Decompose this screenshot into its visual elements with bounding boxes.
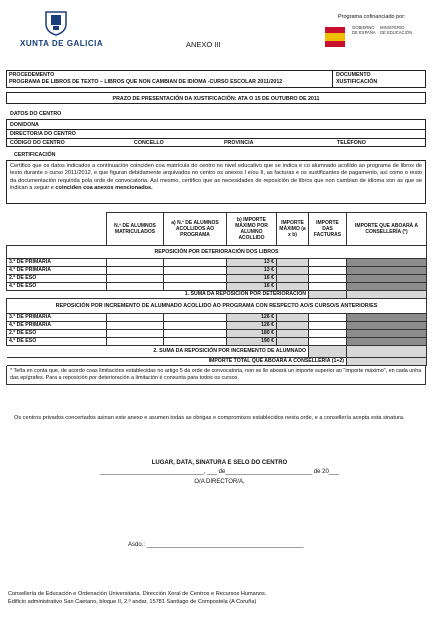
table-row bbox=[7, 322, 427, 330]
course-label: 3.º DE PRIMARIA bbox=[7, 259, 107, 267]
section1-heading: REPOSICIÓN POR DETERIORACIÓN DOS LIBROS bbox=[7, 246, 427, 259]
col-header-invoices: IMPORTE DAS FACTURAS bbox=[309, 213, 347, 246]
date-line: _______________________________, ___ de__________________________ de 20___ bbox=[100, 469, 339, 475]
course-label: 2.º DE ESO bbox=[7, 275, 107, 283]
director-role: O/A DIRECTOR/A, bbox=[194, 479, 245, 485]
deadline-box bbox=[6, 92, 426, 104]
centre-heading: DATOS DO CENTRO bbox=[10, 111, 62, 117]
cert-box bbox=[6, 160, 426, 204]
amount-cell: 16 € bbox=[227, 275, 277, 283]
table-row bbox=[7, 275, 427, 283]
col-header-max-total: IMPORTE MÁXIMO (a x b) bbox=[277, 213, 309, 246]
telefono-field-label: TELÉFONO bbox=[337, 140, 366, 146]
table-row bbox=[7, 259, 427, 267]
col-header-payable: IMPORTE QUE ABOARÁ A CONSELLERÍA (*) bbox=[347, 213, 427, 246]
footer-line2: Edificio administrativo San Caetano, bloque II, 2.º andar, 15781 Santiago de Compostela (A Coruña) bbox=[8, 599, 257, 605]
course-label: 4.º DE PRIMARIA bbox=[7, 267, 107, 275]
course-label: 4.º DE PRIMARIA bbox=[7, 322, 107, 330]
procedure-box bbox=[6, 70, 426, 88]
ministry-line4: DE EDUCACIÓN bbox=[380, 30, 413, 35]
amount-cell: 190 € bbox=[227, 338, 277, 346]
amount-cell: 16 € bbox=[227, 283, 277, 291]
amount-cell: 126 € bbox=[227, 322, 277, 330]
course-label: 4.º DE ESO bbox=[7, 283, 107, 291]
private-note: Os centros privados concertados asinan este anexo e asumen todas as obrigas e compromisos establecidos nesta orde, e a consellería acepta esta sinatura. bbox=[14, 415, 405, 421]
course-label: 4.º DE ESO bbox=[7, 338, 107, 346]
cert-heading: CERTIFICACIÓN bbox=[14, 152, 56, 158]
section2-heading: REPOSICIÓN POR INCREMENTO DE ALUMNADO ACOLLIDO AO PROGRAMA CON RESPECTO AO/S CURSO/S ANTERIOR/ES bbox=[7, 299, 427, 314]
signed-line: Asdo.: _______________________________________________ bbox=[128, 542, 304, 548]
document-value: XUSTIFICACIÓN bbox=[336, 79, 378, 85]
amount-cell: 13 € bbox=[227, 259, 277, 267]
procedure-title: PROGRAMA DE LIBROS DE TEXTO – LIBROS QUE NON CAMBIAN DE IDIOMA -CURSO ESCOLAR 2011/2012 bbox=[9, 79, 283, 85]
cofunded-label: Programa cofinanciado por: bbox=[338, 14, 406, 20]
col-header-enrolled: N.º DE ALUMNOS MATRICULADOS bbox=[107, 213, 164, 246]
ministry-line1: GOBIERNO bbox=[352, 25, 375, 30]
don-field-label: DON/DONA bbox=[10, 122, 39, 128]
xunta-logo bbox=[20, 10, 104, 50]
director-field-label: DIRECTOR/A DO CENTRO bbox=[10, 131, 76, 137]
amount-cell: 126 € bbox=[227, 314, 277, 322]
table-row bbox=[7, 338, 427, 346]
signature-heading: LUGAR, DATA, SINATURA E SELO DO CENTRO bbox=[151, 460, 288, 466]
procedure-label: PROCEDEMENTO bbox=[9, 72, 55, 78]
deadline-text: PRAZO DE PRESENTACIÓN DA XUSTIFICACIÓN: ATA O 15 DE OUTUBRO DE 2011 bbox=[112, 96, 320, 102]
amount-cell: 13 € bbox=[227, 267, 277, 275]
code-field-label: CÓDIGO DO CENTRO bbox=[10, 140, 65, 146]
galicia-shield-icon bbox=[44, 10, 68, 36]
sum1-label: 1. SUMA DA REPOSICIÓN POR DETERIORACIÓN bbox=[7, 291, 309, 299]
ministry-line3: MINISTERIO bbox=[380, 25, 405, 30]
annex-title: ANEXO III bbox=[186, 40, 221, 49]
ministry-logo bbox=[322, 24, 418, 50]
amount-cell: 180 € bbox=[227, 330, 277, 338]
document-label: DOCUMENTO bbox=[336, 72, 371, 78]
total-label: IMPORTE TOTAL QUE ABOARÁ A CONSELLERÍA (1+2) bbox=[7, 358, 347, 366]
course-label: 2.º DE ESO bbox=[7, 330, 107, 338]
ministry-line2: DE ESPAÑA bbox=[352, 30, 376, 35]
sum2-label: 2. SUMA DA REPOSICIÓN POR INCREMENTO DE ALUMNADO bbox=[7, 346, 309, 358]
col-header-beneficiaries: a) N.º DE ALUMNOS ACOLLIDOS AO PROGRAMA bbox=[164, 213, 227, 246]
concello-field-label: CONCELLO bbox=[134, 140, 164, 146]
reposition-table bbox=[6, 212, 426, 385]
cert-bold-end: coinciden coa anexos mencionados. bbox=[55, 184, 153, 191]
table-footnote: * Teña en conta que, de acordo coas limitacións establecidas no artigo 5 da orde de convocatoria, non se lle aboará un importe superior ao "importe máximo", en cada unha das epígrafes. Para a reposición por deterioración a limitación é conxunta para todos os cursos. bbox=[6, 366, 426, 385]
table-row bbox=[7, 330, 427, 338]
spain-shield-icon bbox=[322, 24, 348, 50]
centre-box bbox=[6, 119, 426, 147]
logo-text: XUNTA DE GALICIA bbox=[20, 39, 104, 48]
table-row bbox=[7, 283, 427, 291]
cert-text: Certifico que os datos indicados a continuación coinciden coa matrícula do centro no nivel educativo que se indica e co alumnado acollido ao programa de libros de texto durante o curso 2011/2012, e que figuran debidamente arquivados no centro os anexos I e/ou II, as facturas e os xustificantes de pagamento, así como o resto da documentación requirida pola orde de convocatoria. Así mesmo, certifico que as necesidades de reposición de libros que non cambian de idioma son as que se indican a seguir e bbox=[10, 163, 422, 191]
course-label: 3.º DE PRIMARIA bbox=[7, 314, 107, 322]
col-header-max-per-student: b) IMPORTE MÁXIMO POR ALUMNO ACOLLIDO bbox=[227, 213, 277, 246]
table-row bbox=[7, 314, 427, 322]
provincia-field-label: PROVINCIA bbox=[224, 140, 254, 146]
footer-line1: Consellería de Educación e Ordenación Universitaria. Dirección Xeral de Centros e Recursos Humanos. bbox=[8, 591, 267, 597]
table-row bbox=[7, 267, 427, 275]
